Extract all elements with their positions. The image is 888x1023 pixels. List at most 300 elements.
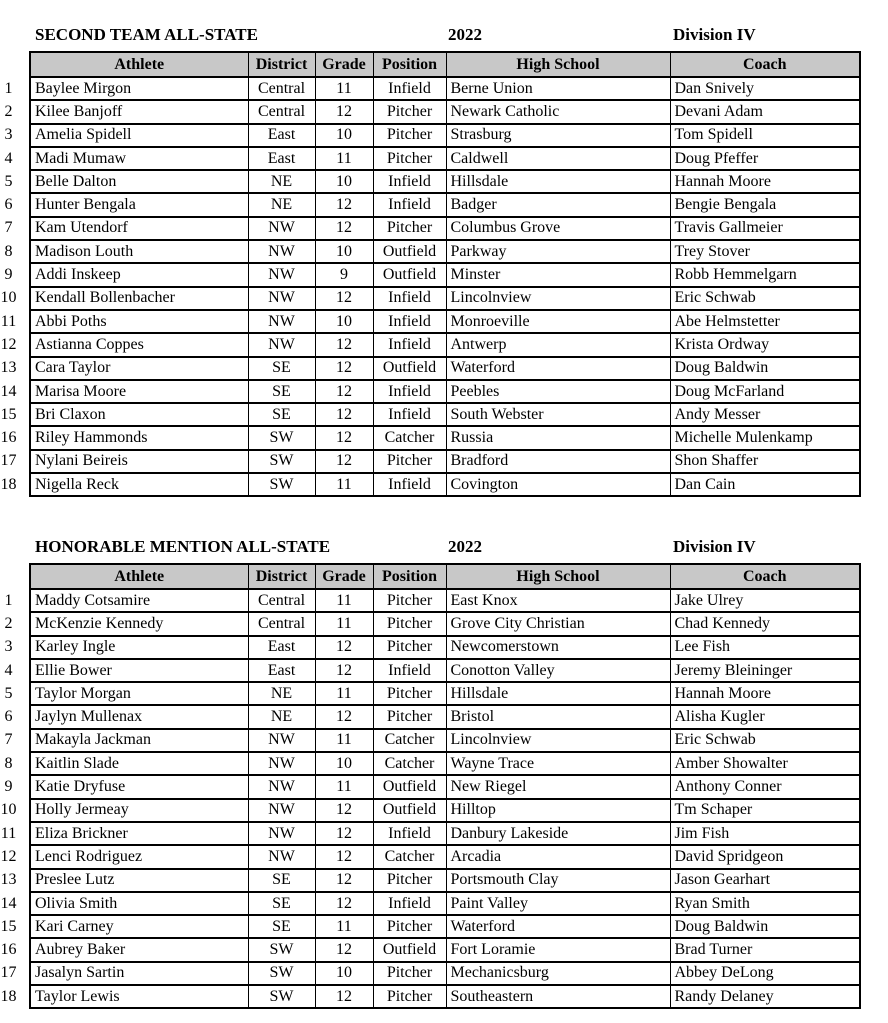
cell-district: East <box>248 124 315 147</box>
cell-position: Pitcher <box>373 705 446 728</box>
cell-high-school: Hillsdale <box>446 682 670 705</box>
table-row <box>0 612 860 635</box>
cell-high-school: Minster <box>446 263 670 286</box>
cell-athlete: Cara Taylor <box>30 357 248 380</box>
cell-athlete: Taylor Lewis <box>30 985 248 1008</box>
cell-athlete: Karley Ingle <box>30 636 248 659</box>
cell-district: SW <box>248 938 315 961</box>
cell-district: NW <box>248 263 315 286</box>
table-row <box>0 845 860 868</box>
cell-position: Catcher <box>373 729 446 752</box>
cell-position: Pitcher <box>373 985 446 1008</box>
cell-position: Pitcher <box>373 100 446 123</box>
cell-high-school: Waterford <box>446 357 670 380</box>
row-number: 14 <box>0 382 17 400</box>
cell-position: Pitcher <box>373 147 446 170</box>
table-row <box>0 240 860 263</box>
table-row <box>0 938 860 961</box>
cell-athlete: Astianna Coppes <box>30 333 248 356</box>
table-row <box>0 473 860 496</box>
cell-coach: Jake Ulrey <box>670 589 860 612</box>
row-number: 9 <box>4 266 13 284</box>
table-row <box>0 705 860 728</box>
row-number: 3 <box>4 126 13 144</box>
cell-coach: Doug Baldwin <box>670 357 860 380</box>
cell-athlete: Maddy Cotsamire <box>30 589 248 612</box>
cell-position: Infield <box>373 193 446 216</box>
cell-grade: 10 <box>315 752 373 775</box>
cell-position: Outfield <box>373 357 446 380</box>
cell-position: Pitcher <box>373 869 446 892</box>
cell-athlete: Jasalyn Sartin <box>30 962 248 985</box>
table-row <box>0 659 860 682</box>
cell-high-school: Parkway <box>446 240 670 263</box>
cell-high-school: Lincolnview <box>446 287 670 310</box>
table-row <box>0 589 860 612</box>
row-number: 2 <box>4 614 13 632</box>
honorable-mention-table <box>0 563 861 1009</box>
cell-grade: 11 <box>315 77 373 100</box>
cell-district: NW <box>248 240 315 263</box>
section-title: HONORABLE MENTION ALL-STATE <box>35 537 331 556</box>
cell-district: NE <box>248 705 315 728</box>
cell-position: Pitcher <box>373 612 446 635</box>
table-row <box>0 357 860 380</box>
cell-position: Pitcher <box>373 450 446 473</box>
cell-position: Outfield <box>373 938 446 961</box>
cell-district: SE <box>248 403 315 426</box>
row-number: 11 <box>0 312 17 330</box>
row-number: 18 <box>0 475 17 493</box>
row-number: 15 <box>0 405 17 423</box>
cell-athlete: Bri Claxon <box>30 403 248 426</box>
row-number: 15 <box>0 917 17 935</box>
cell-grade: 10 <box>315 124 373 147</box>
cell-coach: Doug Baldwin <box>670 915 860 938</box>
row-number: 1 <box>4 591 13 609</box>
cell-district: East <box>248 659 315 682</box>
cell-coach: Robb Hemmelgarn <box>670 263 860 286</box>
cell-district: NW <box>248 333 315 356</box>
table-row <box>0 822 860 845</box>
cell-athlete: Aubrey Baker <box>30 938 248 961</box>
column-header-athlete: Athlete <box>30 564 248 589</box>
cell-coach: Abe Helmstetter <box>670 310 860 333</box>
cell-position: Infield <box>373 310 446 333</box>
cell-position: Infield <box>373 287 446 310</box>
section-title-row <box>0 24 888 51</box>
cell-high-school: Antwerp <box>446 333 670 356</box>
table-row <box>0 380 860 403</box>
row-number: 5 <box>4 172 13 190</box>
cell-grade: 12 <box>315 217 373 240</box>
cell-athlete: Makayla Jackman <box>30 729 248 752</box>
section-title-row <box>0 536 888 563</box>
cell-district: NW <box>248 822 315 845</box>
cell-coach: Jeremy Bleininger <box>670 659 860 682</box>
cell-coach: Anthony Conner <box>670 775 860 798</box>
cell-position: Pitcher <box>373 636 446 659</box>
table-row <box>0 962 860 985</box>
cell-position: Infield <box>373 892 446 915</box>
cell-position: Infield <box>373 380 446 403</box>
cell-high-school: Danbury Lakeside <box>446 822 670 845</box>
cell-position: Outfield <box>373 263 446 286</box>
cell-grade: 11 <box>315 147 373 170</box>
cell-coach: Jim Fish <box>670 822 860 845</box>
table-row <box>0 170 860 193</box>
table-row <box>0 287 860 310</box>
cell-athlete: Preslee Lutz <box>30 869 248 892</box>
table-row <box>0 450 860 473</box>
cell-district: SE <box>248 915 315 938</box>
table-row <box>0 147 860 170</box>
cell-grade: 12 <box>315 892 373 915</box>
cell-grade: 11 <box>315 775 373 798</box>
cell-coach: Travis Gallmeier <box>670 217 860 240</box>
section-second-team <box>0 24 888 497</box>
cell-district: NW <box>248 287 315 310</box>
row-number: 10 <box>0 801 17 819</box>
row-number: 16 <box>0 429 17 447</box>
cell-position: Pitcher <box>373 217 446 240</box>
table-row <box>0 333 860 356</box>
cell-grade: 12 <box>315 869 373 892</box>
cell-grade: 12 <box>315 333 373 356</box>
cell-district: SE <box>248 380 315 403</box>
cell-grade: 12 <box>315 659 373 682</box>
column-header-district: District <box>248 52 315 77</box>
cell-coach: Doug Pfeffer <box>670 147 860 170</box>
section-division: Division IV <box>673 537 756 556</box>
cell-coach: Randy Delaney <box>670 985 860 1008</box>
cell-athlete: Holly Jermeay <box>30 799 248 822</box>
row-number: 7 <box>4 219 13 237</box>
cell-grade: 12 <box>315 100 373 123</box>
table-row <box>0 985 860 1008</box>
section-division: Division IV <box>673 25 756 44</box>
cell-high-school: Mechanicsburg <box>446 962 670 985</box>
section-year: 2022 <box>448 537 482 556</box>
row-number: 16 <box>0 941 17 959</box>
cell-district: NW <box>248 217 315 240</box>
cell-position: Infield <box>373 473 446 496</box>
row-number: 8 <box>4 754 13 772</box>
cell-grade: 12 <box>315 450 373 473</box>
cell-high-school: Newcomerstown <box>446 636 670 659</box>
cell-coach: Dan Snively <box>670 77 860 100</box>
cell-high-school: New Riegel <box>446 775 670 798</box>
cell-coach: Jason Gearhart <box>670 869 860 892</box>
cell-position: Catcher <box>373 845 446 868</box>
cell-position: Pitcher <box>373 915 446 938</box>
cell-district: Central <box>248 612 315 635</box>
cell-athlete: Kendall Bollenbacher <box>30 287 248 310</box>
cell-position: Infield <box>373 333 446 356</box>
cell-high-school: Fort Loramie <box>446 938 670 961</box>
cell-athlete: Madi Mumaw <box>30 147 248 170</box>
cell-position: Outfield <box>373 799 446 822</box>
row-number: 17 <box>0 452 17 470</box>
cell-athlete: Belle Dalton <box>30 170 248 193</box>
cell-grade: 12 <box>315 705 373 728</box>
cell-grade: 12 <box>315 845 373 868</box>
cell-grade: 12 <box>315 799 373 822</box>
cell-athlete: Nylani Beireis <box>30 450 248 473</box>
cell-athlete: Madison Louth <box>30 240 248 263</box>
cell-district: NW <box>248 845 315 868</box>
section-honorable-mention <box>0 536 888 1009</box>
row-number: 13 <box>0 359 17 377</box>
section-title: SECOND TEAM ALL-STATE <box>35 25 258 44</box>
cell-athlete: Nigella Reck <box>30 473 248 496</box>
cell-district: NW <box>248 310 315 333</box>
cell-high-school: Wayne Trace <box>446 752 670 775</box>
table-row <box>0 426 860 449</box>
cell-athlete: Lenci Rodriguez <box>30 845 248 868</box>
table-row <box>0 193 860 216</box>
cell-high-school: Caldwell <box>446 147 670 170</box>
row-number: 12 <box>0 847 17 865</box>
cell-coach: Devani Adam <box>670 100 860 123</box>
cell-district: SW <box>248 473 315 496</box>
cell-high-school: Arcadia <box>446 845 670 868</box>
row-number: 17 <box>0 964 17 982</box>
cell-athlete: Kilee Banjoff <box>30 100 248 123</box>
cell-coach: David Spridgeon <box>670 845 860 868</box>
cell-athlete: Marisa Moore <box>30 380 248 403</box>
cell-grade: 12 <box>315 287 373 310</box>
cell-high-school: South Webster <box>446 403 670 426</box>
row-number: 1 <box>4 79 13 97</box>
cell-athlete: Kaitlin Slade <box>30 752 248 775</box>
cell-grade: 12 <box>315 357 373 380</box>
cell-position: Infield <box>373 77 446 100</box>
column-header-district: District <box>248 564 315 589</box>
cell-high-school: Lincolnview <box>446 729 670 752</box>
cell-athlete: Baylee Mirgon <box>30 77 248 100</box>
cell-high-school: Newark Catholic <box>446 100 670 123</box>
cell-district: East <box>248 147 315 170</box>
row-number-gutter <box>0 564 30 589</box>
cell-coach: Eric Schwab <box>670 287 860 310</box>
row-number: 12 <box>0 335 17 353</box>
cell-high-school: Peebles <box>446 380 670 403</box>
column-header-grade: Grade <box>315 564 373 589</box>
column-header-position: Position <box>373 52 446 77</box>
cell-high-school: East Knox <box>446 589 670 612</box>
cell-grade: 10 <box>315 310 373 333</box>
column-header-high-school: High School <box>446 52 670 77</box>
cell-high-school: Grove City Christian <box>446 612 670 635</box>
cell-athlete: Kam Utendorf <box>30 217 248 240</box>
section-year: 2022 <box>448 25 482 44</box>
cell-grade: 10 <box>315 962 373 985</box>
cell-coach: Brad Turner <box>670 938 860 961</box>
table-row <box>0 799 860 822</box>
cell-grade: 12 <box>315 193 373 216</box>
cell-position: Pitcher <box>373 124 446 147</box>
cell-grade: 12 <box>315 636 373 659</box>
row-number: 14 <box>0 894 17 912</box>
row-number: 6 <box>4 708 13 726</box>
cell-district: SW <box>248 450 315 473</box>
cell-high-school: Paint Valley <box>446 892 670 915</box>
table-row <box>0 869 860 892</box>
cell-grade: 12 <box>315 985 373 1008</box>
row-number: 13 <box>0 871 17 889</box>
row-number: 3 <box>4 638 13 656</box>
row-number: 9 <box>4 778 13 796</box>
cell-athlete: Kari Carney <box>30 915 248 938</box>
cell-district: SW <box>248 426 315 449</box>
cell-coach: Dan Cain <box>670 473 860 496</box>
cell-high-school: Columbus Grove <box>446 217 670 240</box>
cell-coach: Lee Fish <box>670 636 860 659</box>
cell-grade: 12 <box>315 426 373 449</box>
cell-coach: Shon Shaffer <box>670 450 860 473</box>
cell-coach: Krista Ordway <box>670 333 860 356</box>
cell-high-school: Bristol <box>446 705 670 728</box>
cell-athlete: Hunter Bengala <box>30 193 248 216</box>
cell-grade: 10 <box>315 240 373 263</box>
cell-high-school: Waterford <box>446 915 670 938</box>
cell-grade: 12 <box>315 403 373 426</box>
cell-district: East <box>248 636 315 659</box>
cell-coach: Hannah Moore <box>670 682 860 705</box>
table-row <box>0 100 860 123</box>
cell-district: NE <box>248 170 315 193</box>
cell-athlete: Taylor Morgan <box>30 682 248 705</box>
column-header-high-school: High School <box>446 564 670 589</box>
row-number: 2 <box>4 102 13 120</box>
cell-district: SW <box>248 962 315 985</box>
cell-district: NW <box>248 729 315 752</box>
second-team-table <box>0 51 861 497</box>
cell-athlete: Abbi Poths <box>30 310 248 333</box>
table-row <box>0 775 860 798</box>
column-header-coach: Coach <box>670 52 860 77</box>
cell-grade: 11 <box>315 589 373 612</box>
cell-high-school: Covington <box>446 473 670 496</box>
row-number: 4 <box>4 661 13 679</box>
table-row <box>0 682 860 705</box>
cell-high-school: Hillsdale <box>446 170 670 193</box>
cell-district: NE <box>248 682 315 705</box>
cell-grade: 12 <box>315 822 373 845</box>
cell-athlete: Addi Inskeep <box>30 263 248 286</box>
table-row <box>0 77 860 100</box>
row-number: 6 <box>4 196 13 214</box>
cell-district: NE <box>248 193 315 216</box>
column-header-coach: Coach <box>670 564 860 589</box>
cell-high-school: Portsmouth Clay <box>446 869 670 892</box>
cell-athlete: Katie Dryfuse <box>30 775 248 798</box>
cell-grade: 11 <box>315 915 373 938</box>
cell-athlete: Ellie Bower <box>30 659 248 682</box>
cell-grade: 10 <box>315 170 373 193</box>
cell-grade: 9 <box>315 263 373 286</box>
cell-district: NW <box>248 752 315 775</box>
table-row <box>0 403 860 426</box>
row-number: 8 <box>4 242 13 260</box>
cell-position: Infield <box>373 822 446 845</box>
cell-coach: Hannah Moore <box>670 170 860 193</box>
row-number: 11 <box>0 824 17 842</box>
row-number: 10 <box>0 289 17 307</box>
cell-high-school: Bradford <box>446 450 670 473</box>
cell-high-school: Badger <box>446 193 670 216</box>
cell-coach: Doug McFarland <box>670 380 860 403</box>
cell-high-school: Hilltop <box>446 799 670 822</box>
header-row <box>0 52 860 77</box>
cell-district: SE <box>248 892 315 915</box>
table-row <box>0 892 860 915</box>
cell-coach: Alisha Kugler <box>670 705 860 728</box>
row-number: 5 <box>4 684 13 702</box>
cell-grade: 11 <box>315 473 373 496</box>
cell-district: SW <box>248 985 315 1008</box>
table-row <box>0 752 860 775</box>
cell-athlete: Amelia Spidell <box>30 124 248 147</box>
cell-position: Pitcher <box>373 962 446 985</box>
cell-coach: Eric Schwab <box>670 729 860 752</box>
cell-high-school: Southeastern <box>446 985 670 1008</box>
cell-athlete: Jaylyn Mullenax <box>30 705 248 728</box>
cell-coach: Amber Showalter <box>670 752 860 775</box>
cell-district: Central <box>248 77 315 100</box>
row-number: 18 <box>0 987 17 1005</box>
cell-district: SE <box>248 357 315 380</box>
row-number: 7 <box>4 731 13 749</box>
cell-grade: 11 <box>315 729 373 752</box>
cell-coach: Abbey DeLong <box>670 962 860 985</box>
cell-grade: 11 <box>315 612 373 635</box>
cell-coach: Trey Stover <box>670 240 860 263</box>
cell-grade: 12 <box>315 938 373 961</box>
cell-position: Catcher <box>373 752 446 775</box>
cell-high-school: Conotton Valley <box>446 659 670 682</box>
table-row <box>0 729 860 752</box>
cell-position: Infield <box>373 403 446 426</box>
cell-high-school: Monroeville <box>446 310 670 333</box>
table-row <box>0 263 860 286</box>
table-row <box>0 217 860 240</box>
cell-coach: Michelle Mulenkamp <box>670 426 860 449</box>
table-row <box>0 636 860 659</box>
table-row <box>0 915 860 938</box>
cell-district: NW <box>248 799 315 822</box>
column-header-grade: Grade <box>315 52 373 77</box>
header-row <box>0 564 860 589</box>
cell-high-school: Strasburg <box>446 124 670 147</box>
cell-grade: 12 <box>315 380 373 403</box>
table-row <box>0 310 860 333</box>
column-header-position: Position <box>373 564 446 589</box>
cell-position: Pitcher <box>373 589 446 612</box>
cell-district: Central <box>248 589 315 612</box>
cell-coach: Ryan Smith <box>670 892 860 915</box>
cell-coach: Chad Kennedy <box>670 612 860 635</box>
cell-district: Central <box>248 100 315 123</box>
cell-position: Catcher <box>373 426 446 449</box>
cell-position: Infield <box>373 659 446 682</box>
cell-coach: Bengie Bengala <box>670 193 860 216</box>
cell-high-school: Berne Union <box>446 77 670 100</box>
cell-position: Outfield <box>373 775 446 798</box>
cell-athlete: Olivia Smith <box>30 892 248 915</box>
cell-grade: 11 <box>315 682 373 705</box>
